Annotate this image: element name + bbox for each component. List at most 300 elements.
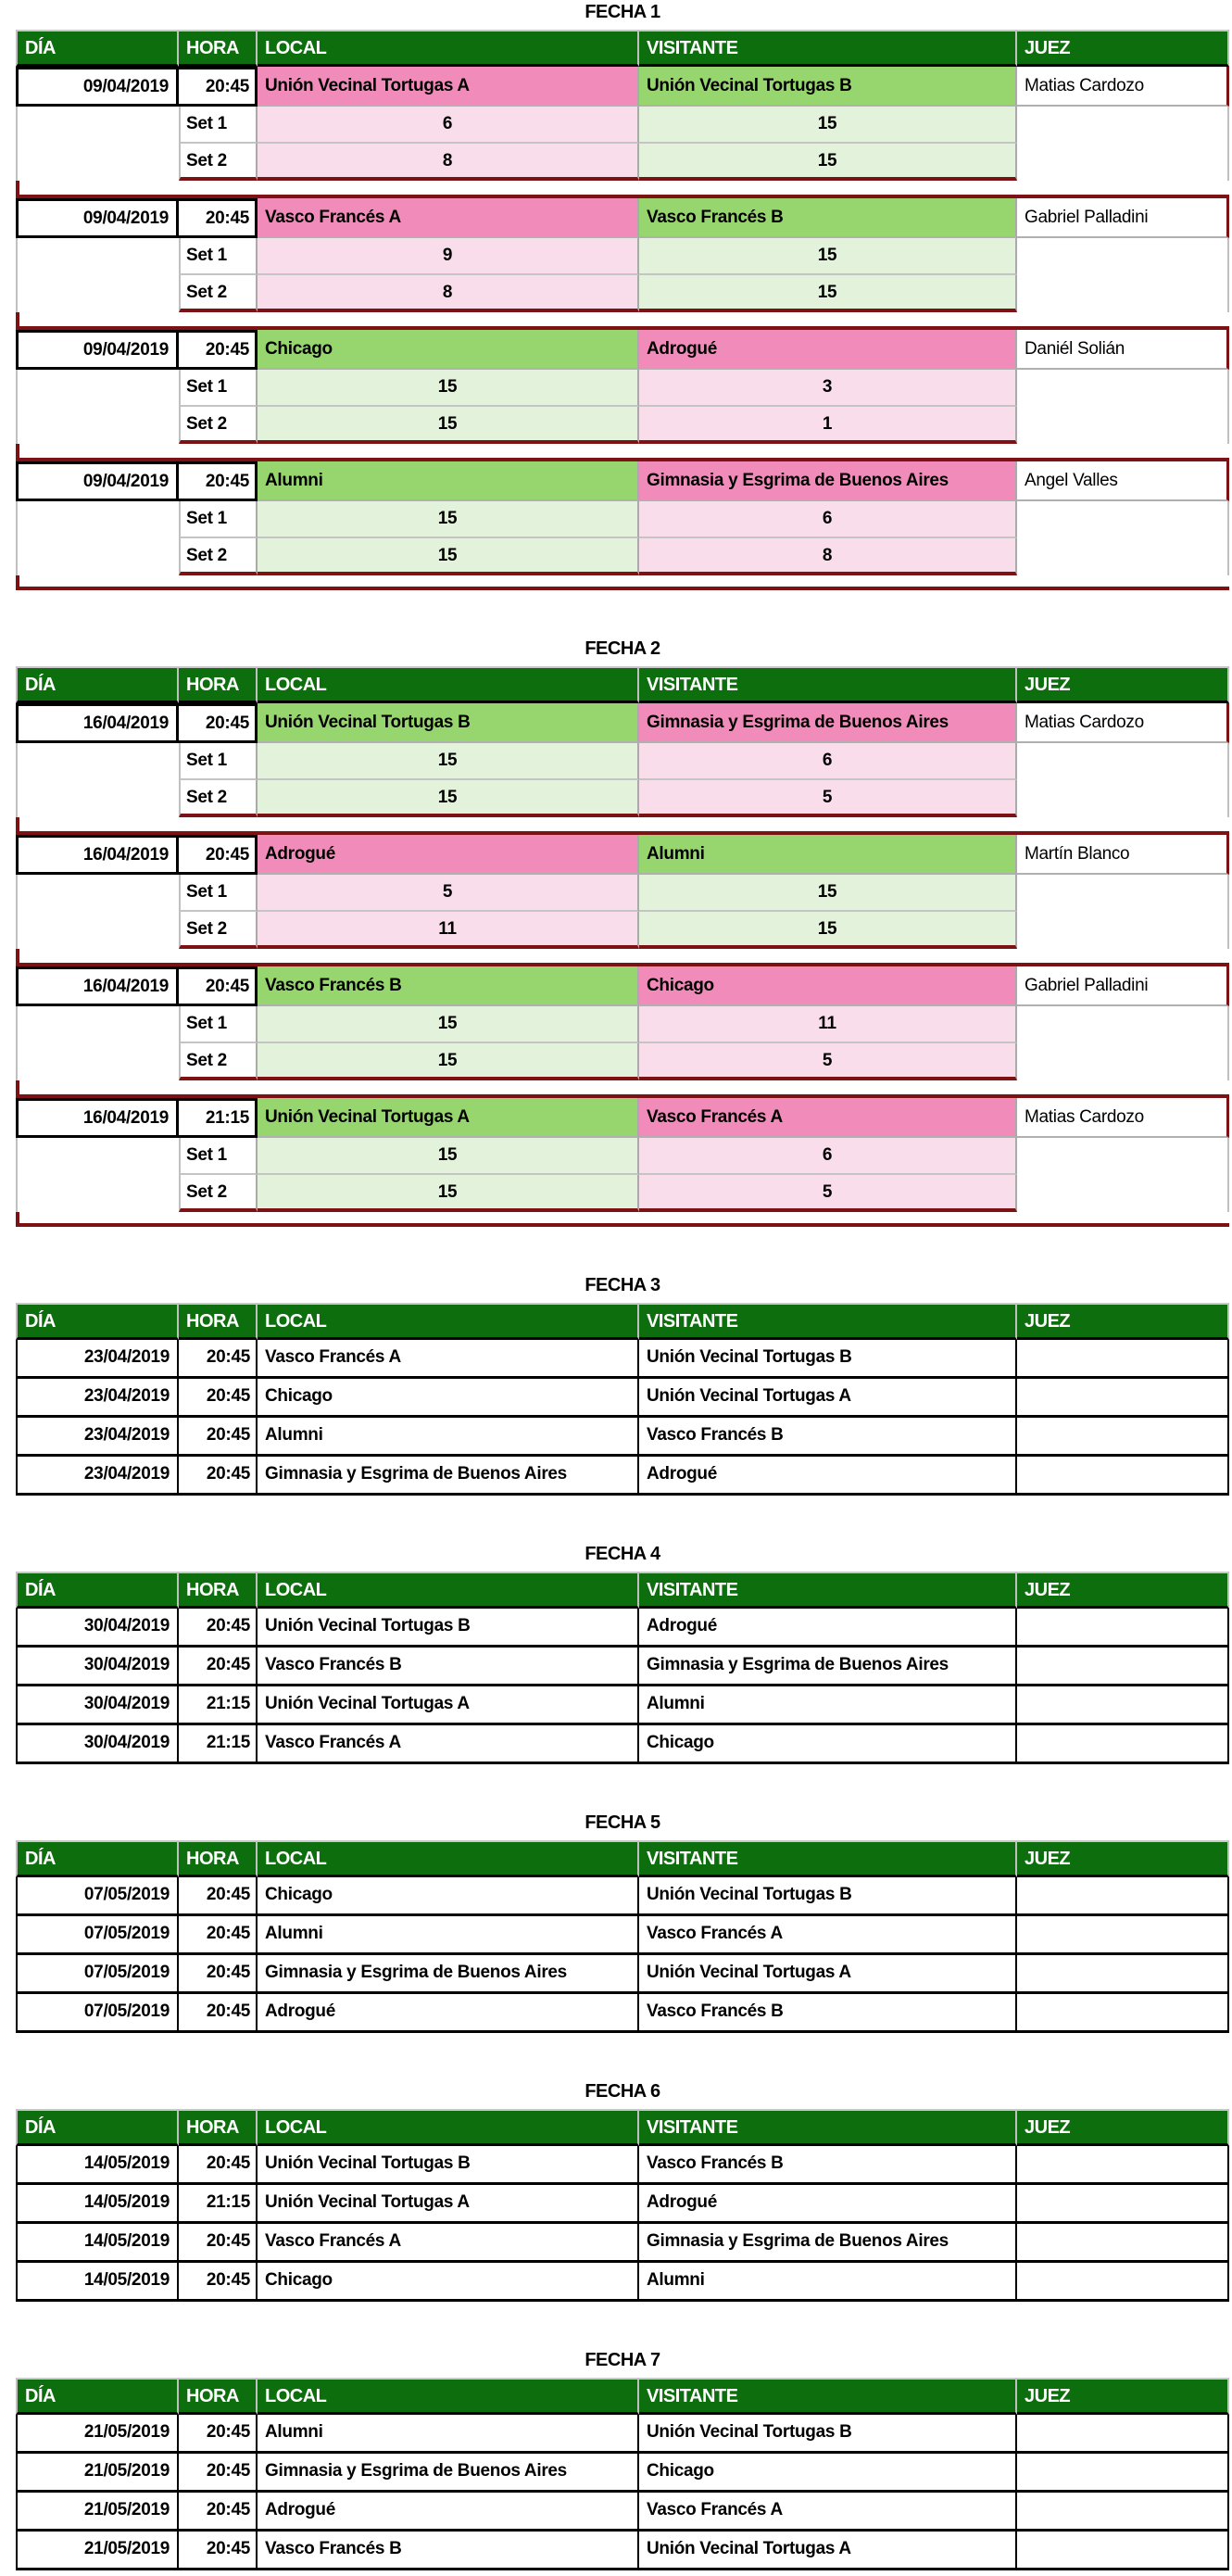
match-date-cell: 30/04/2019 <box>16 1725 179 1764</box>
set-dia-spacer <box>16 912 179 949</box>
set-score-local: 15 <box>258 1043 639 1080</box>
match-row <box>16 835 1229 875</box>
match-date-cell: 14/05/2019 <box>16 2263 179 2302</box>
juez-cell <box>1017 1457 1229 1496</box>
section-title: FECHA 1 <box>585 2 660 22</box>
set-juez-spacer <box>1017 743 1229 780</box>
header-cell-visitante: VISITANTE <box>639 1303 1017 1340</box>
section-title: FECHA 5 <box>585 1812 660 1833</box>
header-cell-dia: DÍA <box>16 2109 179 2146</box>
match-time-cell: 21:15 <box>179 1725 258 1764</box>
juez-cell: Gabriel Palladini <box>1017 966 1229 1006</box>
header-cell-juez: JUEZ <box>1017 666 1229 703</box>
visitante-team-cell: Vasco Francés B <box>639 2146 1017 2185</box>
scheduled-match-row <box>16 1379 1229 1418</box>
visitante-team-cell: Alumni <box>639 2263 1017 2302</box>
set-row <box>16 370 1229 407</box>
visitante-team-cell: Unión Vecinal Tortugas A <box>639 1955 1017 1994</box>
match-time-cell: 20:45 <box>179 2263 258 2302</box>
section-title: FECHA 7 <box>585 2350 660 2370</box>
set-juez-spacer <box>1017 780 1229 817</box>
header-cell-hora: HORA <box>179 1840 258 1877</box>
set-row <box>16 1006 1229 1043</box>
match-date-cell: 16/04/2019 <box>16 1098 179 1138</box>
header-cell-hora: HORA <box>179 2109 258 2146</box>
set-score-local: 11 <box>258 912 639 949</box>
table-header-row <box>16 1572 1229 1609</box>
match-time-cell: 20:45 <box>179 330 258 370</box>
set-dia-spacer <box>16 501 179 538</box>
fecha-section-5 <box>16 1812 1229 2033</box>
block-gap <box>16 817 1229 831</box>
set-label-cell: Set 1 <box>179 501 258 538</box>
header-cell-dia: DÍA <box>16 30 179 67</box>
fecha-section-4 <box>16 1544 1229 1764</box>
set-juez-spacer <box>1017 407 1229 444</box>
table-header-row <box>16 1303 1229 1340</box>
set-row <box>16 1043 1229 1080</box>
match-date-cell: 23/04/2019 <box>16 1418 179 1457</box>
local-team-cell: Alumni <box>258 2415 639 2454</box>
juez-cell <box>1017 2224 1229 2263</box>
visitante-team-cell: Gimnasia y Esgrima de Buenos Aires <box>639 1648 1017 1686</box>
local-team-cell: Alumni <box>258 1418 639 1457</box>
header-cell-juez: JUEZ <box>1017 30 1229 67</box>
set-label-cell: Set 1 <box>179 370 258 407</box>
local-team-cell: Alumni <box>258 461 639 501</box>
juez-cell <box>1017 1648 1229 1686</box>
local-team-cell: Vasco Francés B <box>258 1648 639 1686</box>
section-title: FECHA 6 <box>585 2081 660 2102</box>
set-score-visitante: 15 <box>639 275 1017 312</box>
visitante-team-cell: Unión Vecinal Tortugas A <box>639 2532 1017 2570</box>
visitante-team-cell: Chicago <box>639 1725 1017 1764</box>
match-time-cell: 20:45 <box>179 1340 258 1379</box>
section-title: FECHA 4 <box>585 1544 660 1564</box>
set-juez-spacer <box>1017 238 1229 275</box>
match-time-cell: 20:45 <box>179 2224 258 2263</box>
match-date-cell: 09/04/2019 <box>16 461 179 501</box>
local-team-cell: Unión Vecinal Tortugas A <box>258 1686 639 1725</box>
header-cell-local: LOCAL <box>258 2109 639 2146</box>
local-team-cell: Unión Vecinal Tortugas B <box>258 2146 639 2185</box>
scheduled-match-row <box>16 2415 1229 2454</box>
table-header-row <box>16 2378 1229 2415</box>
scheduled-match-row <box>16 1609 1229 1648</box>
set-row <box>16 407 1229 444</box>
header-cell-local: LOCAL <box>258 1303 639 1340</box>
set-score-visitante: 5 <box>639 1043 1017 1080</box>
match-row <box>16 966 1229 1006</box>
scheduled-match-row <box>16 1457 1229 1496</box>
match-time-cell: 20:45 <box>179 2454 258 2493</box>
set-score-visitante: 11 <box>639 1006 1017 1043</box>
header-cell-visitante: VISITANTE <box>639 1840 1017 1877</box>
match-date-cell: 14/05/2019 <box>16 2224 179 2263</box>
set-score-local: 8 <box>258 275 639 312</box>
fecha-section-3 <box>16 1275 1229 1496</box>
header-cell-dia: DÍA <box>16 1572 179 1609</box>
set-score-visitante: 6 <box>639 743 1017 780</box>
juez-cell <box>1017 1418 1229 1457</box>
table-header-row <box>16 1840 1229 1877</box>
block-gap <box>16 1080 1229 1094</box>
match-date-cell: 07/05/2019 <box>16 1877 179 1916</box>
set-score-visitante: 5 <box>639 780 1017 817</box>
local-team-cell: Alumni <box>258 1916 639 1955</box>
match-row <box>16 330 1229 370</box>
scheduled-match-row <box>16 2263 1229 2302</box>
set-score-local: 8 <box>258 144 639 181</box>
set-row <box>16 780 1229 817</box>
set-label-cell: Set 2 <box>179 1175 258 1212</box>
header-cell-dia: DÍA <box>16 1303 179 1340</box>
fecha-section-1 <box>16 2 1229 590</box>
set-score-visitante: 6 <box>639 501 1017 538</box>
block-gap <box>16 444 1229 458</box>
match-date-cell: 16/04/2019 <box>16 966 179 1006</box>
match-row <box>16 198 1229 238</box>
set-score-local: 15 <box>258 743 639 780</box>
match-time-cell: 20:45 <box>179 2146 258 2185</box>
match-time-cell: 20:45 <box>179 198 258 238</box>
set-score-visitante: 15 <box>639 107 1017 144</box>
set-dia-spacer <box>16 743 179 780</box>
match-date-cell: 23/04/2019 <box>16 1379 179 1418</box>
match-time-cell: 21:15 <box>179 2185 258 2224</box>
set-dia-spacer <box>16 875 179 912</box>
local-team-cell: Adrogué <box>258 1994 639 2033</box>
set-score-visitante: 3 <box>639 370 1017 407</box>
table-header-row <box>16 2109 1229 2146</box>
juez-cell <box>1017 2493 1229 2532</box>
set-label-cell: Set 1 <box>179 107 258 144</box>
scheduled-match-row <box>16 1686 1229 1725</box>
set-dia-spacer <box>16 1006 179 1043</box>
visitante-team-cell: Vasco Francés A <box>639 1098 1017 1138</box>
match-date-cell: 09/04/2019 <box>16 198 179 238</box>
header-cell-juez: JUEZ <box>1017 1572 1229 1609</box>
set-label-cell: Set 2 <box>179 780 258 817</box>
set-score-local: 15 <box>258 780 639 817</box>
visitante-team-cell: Vasco Francés B <box>639 1994 1017 2033</box>
set-juez-spacer <box>1017 370 1229 407</box>
header-cell-local: LOCAL <box>258 2378 639 2415</box>
scheduled-match-row <box>16 2185 1229 2224</box>
set-juez-spacer <box>1017 107 1229 144</box>
match-time-cell: 20:45 <box>179 2493 258 2532</box>
match-date-cell: 21/05/2019 <box>16 2532 179 2570</box>
block-gap <box>16 312 1229 326</box>
section-title: FECHA 2 <box>585 638 660 659</box>
match-time-cell: 21:15 <box>179 1098 258 1138</box>
set-dia-spacer <box>16 1175 179 1212</box>
match-time-cell: 20:45 <box>179 966 258 1006</box>
scheduled-match-row <box>16 1916 1229 1955</box>
match-row <box>16 461 1229 501</box>
local-team-cell: Chicago <box>258 2263 639 2302</box>
match-date-cell: 30/04/2019 <box>16 1609 179 1648</box>
block-gap <box>16 1212 1229 1227</box>
juez-cell <box>1017 1609 1229 1648</box>
header-cell-hora: HORA <box>179 1572 258 1609</box>
block-gap <box>16 181 1229 195</box>
scheduled-match-row <box>16 2146 1229 2185</box>
scheduled-match-row <box>16 1648 1229 1686</box>
scheduled-match-row <box>16 1955 1229 1994</box>
juez-cell: Martín Blanco <box>1017 835 1229 875</box>
visitante-team-cell: Adrogué <box>639 330 1017 370</box>
header-cell-hora: HORA <box>179 30 258 67</box>
scheduled-match-row <box>16 2224 1229 2263</box>
juez-cell <box>1017 1725 1229 1764</box>
set-score-local: 5 <box>258 875 639 912</box>
visitante-team-cell: Adrogué <box>639 2185 1017 2224</box>
match-row <box>16 703 1229 743</box>
header-cell-dia: DÍA <box>16 666 179 703</box>
set-juez-spacer <box>1017 1175 1229 1212</box>
local-team-cell: Vasco Francés B <box>258 966 639 1006</box>
juez-cell <box>1017 2454 1229 2493</box>
set-dia-spacer <box>16 144 179 181</box>
juez-cell <box>1017 1340 1229 1379</box>
set-score-visitante: 5 <box>639 1175 1017 1212</box>
set-juez-spacer <box>1017 144 1229 181</box>
set-label-cell: Set 1 <box>179 1006 258 1043</box>
juez-cell <box>1017 2415 1229 2454</box>
set-dia-spacer <box>16 107 179 144</box>
match-row <box>16 67 1229 107</box>
scheduled-match-row <box>16 2454 1229 2493</box>
header-cell-dia: DÍA <box>16 2378 179 2415</box>
set-score-visitante: 1 <box>639 407 1017 444</box>
visitante-team-cell: Adrogué <box>639 1457 1017 1496</box>
set-juez-spacer <box>1017 912 1229 949</box>
match-row <box>16 1098 1229 1138</box>
match-time-cell: 20:45 <box>179 1609 258 1648</box>
set-dia-spacer <box>16 238 179 275</box>
set-score-visitante: 8 <box>639 538 1017 575</box>
set-score-visitante: 15 <box>639 238 1017 275</box>
set-score-visitante: 6 <box>639 1138 1017 1175</box>
header-cell-local: LOCAL <box>258 1840 639 1877</box>
match-time-cell: 20:45 <box>179 1379 258 1418</box>
local-team-cell: Adrogué <box>258 2493 639 2532</box>
visitante-team-cell: Unión Vecinal Tortugas A <box>639 1379 1017 1418</box>
visitante-team-cell: Gimnasia y Esgrima de Buenos Aires <box>639 2224 1017 2263</box>
local-team-cell: Adrogué <box>258 835 639 875</box>
match-date-cell: 23/04/2019 <box>16 1340 179 1379</box>
set-juez-spacer <box>1017 538 1229 575</box>
set-score-local: 15 <box>258 538 639 575</box>
match-date-cell: 07/05/2019 <box>16 1916 179 1955</box>
header-cell-visitante: VISITANTE <box>639 666 1017 703</box>
header-cell-visitante: VISITANTE <box>639 2109 1017 2146</box>
juez-cell: Matias Cardozo <box>1017 1098 1229 1138</box>
match-date-cell: 16/04/2019 <box>16 835 179 875</box>
match-time-cell: 20:45 <box>179 1457 258 1496</box>
visitante-team-cell: Vasco Francés A <box>639 2493 1017 2532</box>
scheduled-match-row <box>16 2532 1229 2570</box>
match-time-cell: 20:45 <box>179 1994 258 2033</box>
local-team-cell: Unión Vecinal Tortugas A <box>258 2185 639 2224</box>
header-cell-local: LOCAL <box>258 1572 639 1609</box>
scheduled-match-row <box>16 1994 1229 2033</box>
set-score-local: 6 <box>258 107 639 144</box>
header-cell-juez: JUEZ <box>1017 2378 1229 2415</box>
juez-cell <box>1017 2263 1229 2302</box>
set-score-local: 15 <box>258 1006 639 1043</box>
match-date-cell: 07/05/2019 <box>16 1994 179 2033</box>
juez-cell <box>1017 2185 1229 2224</box>
juez-cell <box>1017 1955 1229 1994</box>
match-date-cell: 07/05/2019 <box>16 1955 179 1994</box>
juez-cell <box>1017 1877 1229 1916</box>
table-header-row <box>16 666 1229 703</box>
set-row <box>16 743 1229 780</box>
visitante-team-cell: Unión Vecinal Tortugas B <box>639 67 1017 107</box>
match-time-cell: 20:45 <box>179 1648 258 1686</box>
fecha-section-7 <box>16 2350 1229 2570</box>
set-score-local: 9 <box>258 238 639 275</box>
local-team-cell: Unión Vecinal Tortugas B <box>258 1609 639 1648</box>
match-date-cell: 21/05/2019 <box>16 2493 179 2532</box>
juez-cell: Angel Valles <box>1017 461 1229 501</box>
set-label-cell: Set 2 <box>179 407 258 444</box>
set-row <box>16 1175 1229 1212</box>
match-date-cell: 21/05/2019 <box>16 2454 179 2493</box>
local-team-cell: Unión Vecinal Tortugas A <box>258 1098 639 1138</box>
table-header-row <box>16 30 1229 67</box>
set-row <box>16 1138 1229 1175</box>
header-cell-visitante: VISITANTE <box>639 1572 1017 1609</box>
header-cell-juez: JUEZ <box>1017 1840 1229 1877</box>
local-team-cell: Unión Vecinal Tortugas B <box>258 703 639 743</box>
set-row <box>16 144 1229 181</box>
local-team-cell: Unión Vecinal Tortugas A <box>258 67 639 107</box>
scheduled-match-row <box>16 2493 1229 2532</box>
scheduled-match-row <box>16 1418 1229 1457</box>
set-label-cell: Set 2 <box>179 275 258 312</box>
visitante-team-cell: Alumni <box>639 1686 1017 1725</box>
visitante-team-cell: Chicago <box>639 2454 1017 2493</box>
match-date-cell: 09/04/2019 <box>16 67 179 107</box>
set-score-local: 15 <box>258 1138 639 1175</box>
juez-cell <box>1017 1686 1229 1725</box>
match-time-cell: 20:45 <box>179 1955 258 1994</box>
match-time-cell: 20:45 <box>179 2415 258 2454</box>
match-date-cell: 23/04/2019 <box>16 1457 179 1496</box>
set-row <box>16 275 1229 312</box>
set-label-cell: Set 1 <box>179 875 258 912</box>
set-juez-spacer <box>1017 1138 1229 1175</box>
local-team-cell: Vasco Francés A <box>258 198 639 238</box>
visitante-team-cell: Gimnasia y Esgrima de Buenos Aires <box>639 703 1017 743</box>
set-score-visitante: 15 <box>639 875 1017 912</box>
header-cell-juez: JUEZ <box>1017 2109 1229 2146</box>
set-score-local: 15 <box>258 407 639 444</box>
set-label-cell: Set 2 <box>179 538 258 575</box>
visitante-team-cell: Vasco Francés B <box>639 1418 1017 1457</box>
set-dia-spacer <box>16 538 179 575</box>
header-cell-juez: JUEZ <box>1017 1303 1229 1340</box>
set-dia-spacer <box>16 780 179 817</box>
set-juez-spacer <box>1017 275 1229 312</box>
juez-cell <box>1017 1379 1229 1418</box>
set-dia-spacer <box>16 1043 179 1080</box>
juez-cell <box>1017 2532 1229 2570</box>
visitante-team-cell: Unión Vecinal Tortugas B <box>639 2415 1017 2454</box>
set-dia-spacer <box>16 1138 179 1175</box>
juez-cell: Daniél Solián <box>1017 330 1229 370</box>
match-date-cell: 30/04/2019 <box>16 1686 179 1725</box>
scheduled-match-row <box>16 1877 1229 1916</box>
set-score-local: 15 <box>258 501 639 538</box>
set-row <box>16 107 1229 144</box>
match-time-cell: 20:45 <box>179 1418 258 1457</box>
set-row <box>16 912 1229 949</box>
set-juez-spacer <box>1017 875 1229 912</box>
block-gap <box>16 575 1229 590</box>
match-date-cell: 30/04/2019 <box>16 1648 179 1686</box>
set-row <box>16 538 1229 575</box>
header-cell-visitante: VISITANTE <box>639 2378 1017 2415</box>
set-score-local: 15 <box>258 370 639 407</box>
header-cell-local: LOCAL <box>258 666 639 703</box>
scheduled-match-row <box>16 1340 1229 1379</box>
local-team-cell: Vasco Francés A <box>258 1725 639 1764</box>
local-team-cell: Vasco Francés B <box>258 2532 639 2570</box>
set-dia-spacer <box>16 275 179 312</box>
visitante-team-cell: Gimnasia y Esgrima de Buenos Aires <box>639 461 1017 501</box>
visitante-team-cell: Unión Vecinal Tortugas B <box>639 1340 1017 1379</box>
fecha-section-2 <box>16 638 1229 1227</box>
visitante-team-cell: Unión Vecinal Tortugas B <box>639 1877 1017 1916</box>
match-time-cell: 20:45 <box>179 2532 258 2570</box>
local-team-cell: Gimnasia y Esgrima de Buenos Aires <box>258 1457 639 1496</box>
visitante-team-cell: Chicago <box>639 966 1017 1006</box>
local-team-cell: Chicago <box>258 1877 639 1916</box>
header-cell-visitante: VISITANTE <box>639 30 1017 67</box>
match-date-cell: 14/05/2019 <box>16 2185 179 2224</box>
match-date-cell: 21/05/2019 <box>16 2415 179 2454</box>
set-row <box>16 238 1229 275</box>
local-team-cell: Vasco Francés A <box>258 1340 639 1379</box>
local-team-cell: Chicago <box>258 330 639 370</box>
match-date-cell: 16/04/2019 <box>16 703 179 743</box>
juez-cell: Gabriel Palladini <box>1017 198 1229 238</box>
set-score-visitante: 15 <box>639 912 1017 949</box>
header-cell-dia: DÍA <box>16 1840 179 1877</box>
match-time-cell: 20:45 <box>179 835 258 875</box>
match-time-cell: 20:45 <box>179 67 258 107</box>
header-cell-local: LOCAL <box>258 30 639 67</box>
visitante-team-cell: Vasco Francés A <box>639 1916 1017 1955</box>
header-cell-hora: HORA <box>179 1303 258 1340</box>
set-score-local: 15 <box>258 1175 639 1212</box>
match-time-cell: 20:45 <box>179 703 258 743</box>
header-cell-hora: HORA <box>179 2378 258 2415</box>
match-time-cell: 20:45 <box>179 1877 258 1916</box>
scheduled-match-row <box>16 1725 1229 1764</box>
match-time-cell: 20:45 <box>179 461 258 501</box>
visitante-team-cell: Alumni <box>639 835 1017 875</box>
visitante-team-cell: Adrogué <box>639 1609 1017 1648</box>
juez-cell <box>1017 2146 1229 2185</box>
set-label-cell: Set 1 <box>179 743 258 780</box>
fecha-section-6 <box>16 2081 1229 2302</box>
set-label-cell: Set 2 <box>179 1043 258 1080</box>
